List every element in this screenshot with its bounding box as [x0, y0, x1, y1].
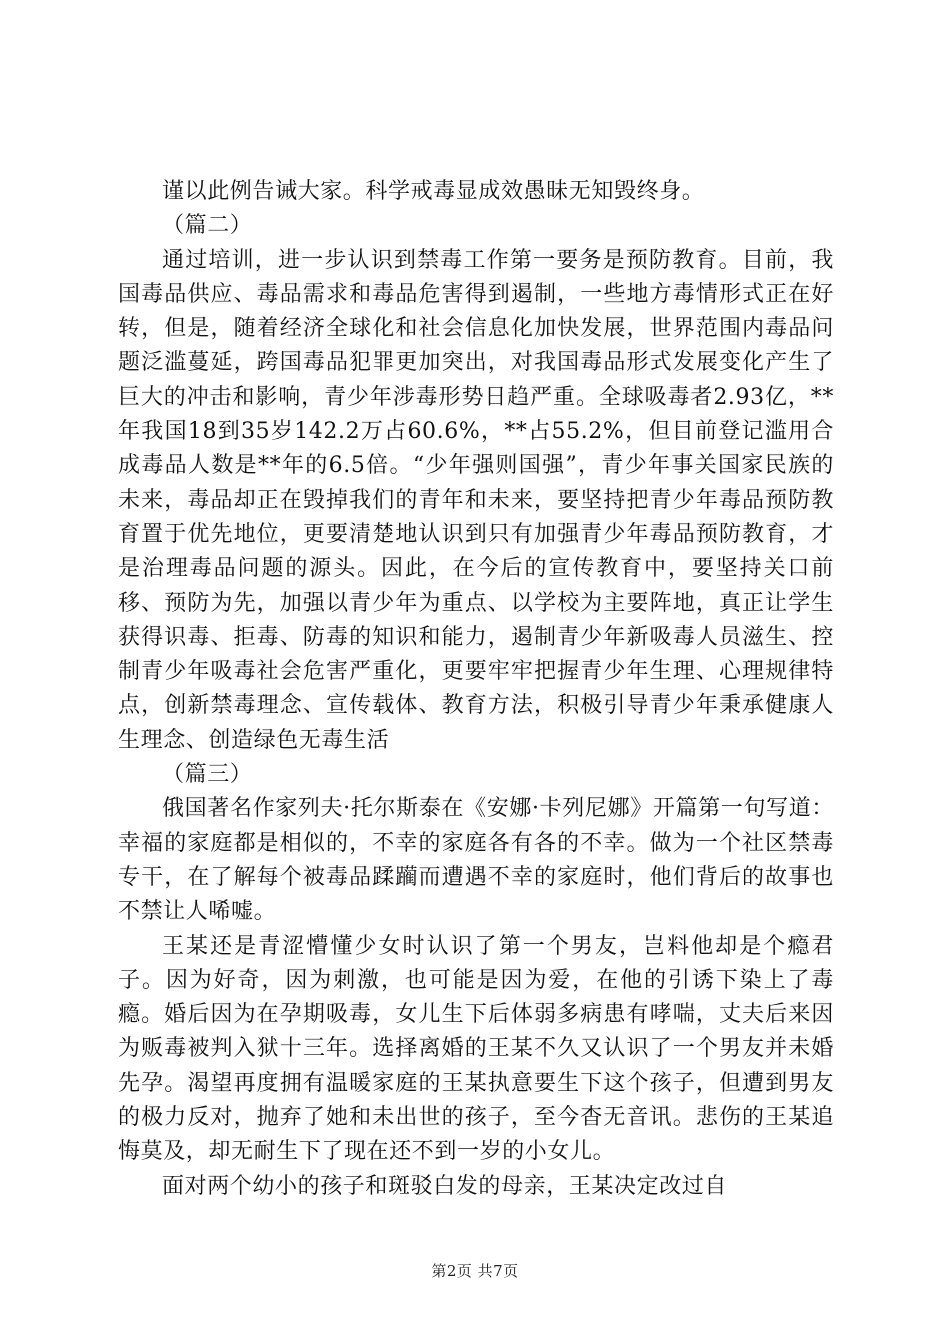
- document-body: [118, 175, 834, 1204]
- paragraph-tolstoy-quote: 俄国著名作家列夫·托尔斯泰在《安娜·卡列尼娜》开篇第一句写道：幸福的家庭都是相似的，不幸的家庭各有各的不幸。做为一个社区禁毒专干，在了解每个被毒品蹂躏而遭遇不幸的家庭时，他们背后的故事也不禁让人唏嘘。: [118, 796, 834, 925]
- section-heading-part-three: （篇三）: [162, 762, 253, 788]
- page-number-footer: 第2页 共7页: [431, 1262, 519, 1280]
- section-heading-part-two: （篇二）: [162, 213, 253, 239]
- paragraph-part-two: 通过培训，进一步认识到禁毒工作第一要务是预防教育。目前，我国毒品供应、毒品需求和毒品危害得到遏制，一些地方毒情形式正在好转，但是，随着经济全球化和社会信息化加快发展，世界范围内毒品问题泛滥蔓延，跨国毒品犯罪更加突出，对我国毒品形式发展变化产生了巨大的冲击和影响，青少年涉毒形势日趋严重。全球吸毒者2.93亿，**年我国18到35岁142.2万占60.6%，**占55.2%，但目前登记滥用合成毒品人数是**年的6.5倍。“少年强则国强”，青少年事关国家民族的未来，毒品却正在毁掉我们的青年和未来，要坚持把青少年毒品预防教育置于优先地位，更要清楚地认识到只有加强青少年毒品预防教育，才是治理毒品问题的源头。因此，在今后的宣传教育中，要坚持关口前移、预防为先，加强以青少年为重点、以学校为主要阵地，真正让学生获得识毒、拒毒、防毒的知识和能力，遏制青少年新吸毒人员滋生、控制青少年吸毒社会危害严重化，更要牢牢把握青少年生理、心理规律特点，创新禁毒理念、宣传载体、教育方法，积极引导青少年秉承健康人生理念、创造绿色无毒生活: [118, 247, 834, 753]
- paragraph-closing: 谨以此例告诫大家。科学戒毒显成效愚昧无知毁终身。: [162, 179, 705, 204]
- paragraph-wang-story: 王某还是青涩懵懂少女时认识了第一个男友，岂料他却是个瘾君子。因为好奇，因为刺激，也可能是因为爱，在他的引诱下染上了毒瘾。婚后因为在孕期吸毒，女儿生下后体弱多病患有哮喘，丈夫后来因为贩毒被判入狱十三年。选择离婚的王某不久又认识了一个男友并未婚先孕。渴望再度拥有温暖家庭的王某执意要生下这个孩子，但遭到男友的极力反对，抛弃了她和未出世的孩子，至今杳无音讯。悲伤的王某追悔莫及，却无耐生下了现在还不到一岁的小女儿。: [118, 933, 834, 1165]
- paragraph-continuation: 面对两个幼小的孩子和斑驳白发的母亲，王某决定改过自: [162, 1173, 728, 1199]
